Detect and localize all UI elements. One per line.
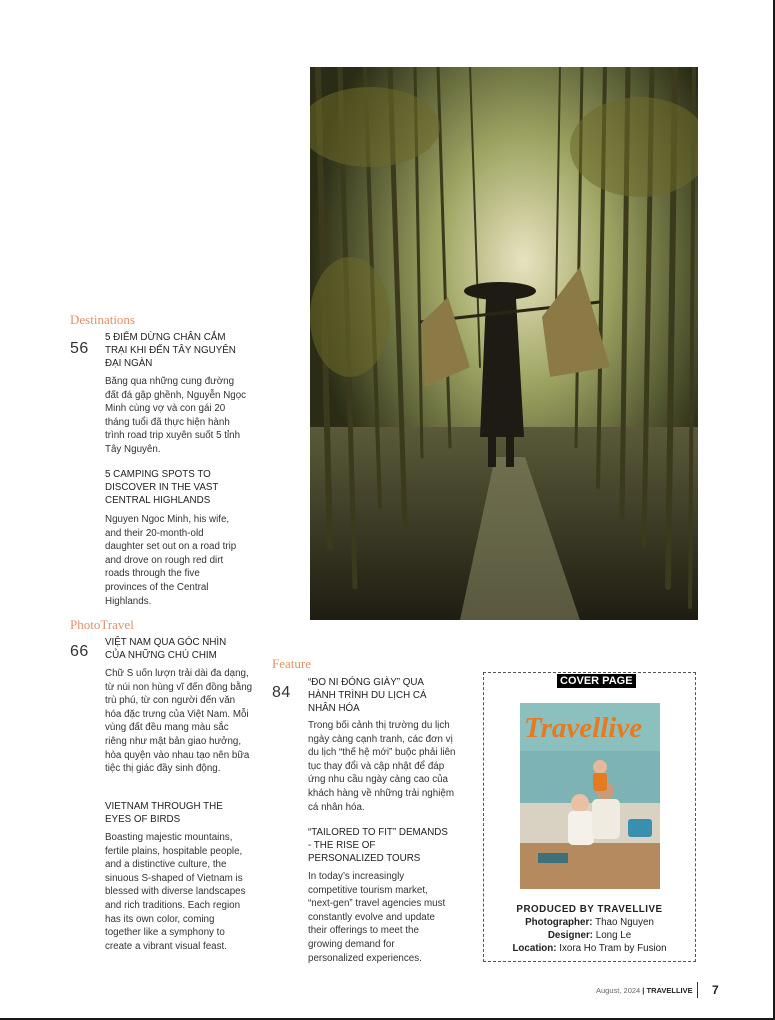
section-label-destinations: Destinations [70, 312, 135, 327]
headline-en-phototravel: VIETNAM THROUGH THE EYES OF BIRDS [105, 801, 223, 825]
location-label: Location: [512, 943, 557, 954]
page-ref-feature: 84 [272, 684, 291, 701]
footer-divider [697, 982, 698, 998]
headline-vi-destinations: 5 ĐIỂM DỪNG CHÂN CẮM TRẠI KHI ĐẾN TÂY NGUYÊN ĐẠI NGÀN [105, 332, 236, 369]
headline-en-destinations: 5 CAMPING SPOTS TO DISCOVER IN THE VAST CENTRAL HIGHLANDS [105, 469, 219, 506]
photographer-label: Photographer: [525, 917, 593, 928]
hero-photo-bamboo-forest [310, 67, 698, 620]
cover-credits [486, 903, 693, 955]
page-ref-phototravel: 66 [70, 643, 89, 660]
page-ref-destinations: 56 [70, 340, 89, 357]
headline-vi-phototravel: VIỆT NAM QUA GÓC NHÌN CỦA NHỮNG CHÚ CHIM [105, 637, 227, 661]
designer-credit [486, 929, 693, 942]
cover-page-tag: COVER PAGE [557, 674, 636, 688]
section-label-phototravel: PhotoTravel [70, 617, 134, 632]
cover-thumbnail [520, 703, 660, 889]
cover-masthead: Travellive [524, 712, 643, 744]
footer-issue [596, 986, 693, 995]
photographer-credit [486, 916, 693, 929]
body-en-destinations: Nguyen Ngoc Minh, his wife, and their 20-month-old daughter set out on a road trip and drove on rough red dirt roads through the five provinces of the Central Highlands. [105, 514, 237, 607]
body-vi-feature: Trong bối cảnh thị trường du lịch ngày càng cạnh tranh, các đơn vị du lịch “thế hệ mới” buộc phải liên tục thay đổi và cập nhật để đáp ứng nhu cầu ngày càng cao của khách hàng về những trải nghiệm cá nhân hóa. [308, 720, 456, 813]
designer-label: Designer: [547, 930, 594, 941]
body-en-feature: In today’s increasingly competitive tourism market, “next-gen” travel agencies must constantly evolve and update their offerings to meet the growing demand for personalized experiences. [308, 871, 446, 964]
headline-en-feature: “TAILORED TO FIT” DEMANDS - THE RISE OF PERSONALIZED TOURS [308, 827, 448, 864]
footer-brand: TRAVELLIVE [646, 986, 693, 995]
footer-separator: | [642, 986, 645, 995]
location-credit [486, 942, 693, 955]
produced-by-line: PRODUCED BY TRAVELLIVE [516, 904, 663, 915]
body-en-phototravel: Boasting majestic mountains, fertile plains, hospitable people, and a distinctive culture, the sinuous S-shaped of Vietnam is blessed with diverse landscapes and rich traditions. Each region has its own color, coming together like a symphony to create a vibrant visual feast. [105, 832, 246, 952]
section-label-feature: Feature [272, 656, 311, 671]
body-vi-phototravel: Chữ S uốn lượn trải dài đa dạng, từ núi non hùng vĩ đến đồng bằng trù phú, từ con người đến văn hóa đặc trưng của Việt Nam. Mỗi vùng đất đều mang màu sắc riêng như mật bản giao hưởng, hòa quyện vào nhau tạo nên bữa tiệc thị giác đầy sinh động. [105, 668, 253, 775]
location-name: Ixora Ho Tram by Fusion [559, 943, 667, 954]
page-number: 7 [712, 983, 719, 997]
headline-vi-feature: “ĐO NI ĐÓNG GIÀY” QUA HÀNH TRÌNH DU LỊCH CÁ NHÂN HÓA [308, 677, 427, 714]
photographer-name: Thao Nguyen [595, 917, 654, 928]
designer-name: Long Le [595, 930, 632, 941]
body-vi-destinations: Băng qua những cung đường đất đá gập ghềnh, Nguyễn Ngọc Minh cùng vợ và con gái 20 tháng tuổi đã thực hiện hành trình road trip xuyên suốt 5 tỉnh Tây Nguyên. [105, 376, 247, 455]
footer-date: August, 2024 [596, 986, 641, 995]
